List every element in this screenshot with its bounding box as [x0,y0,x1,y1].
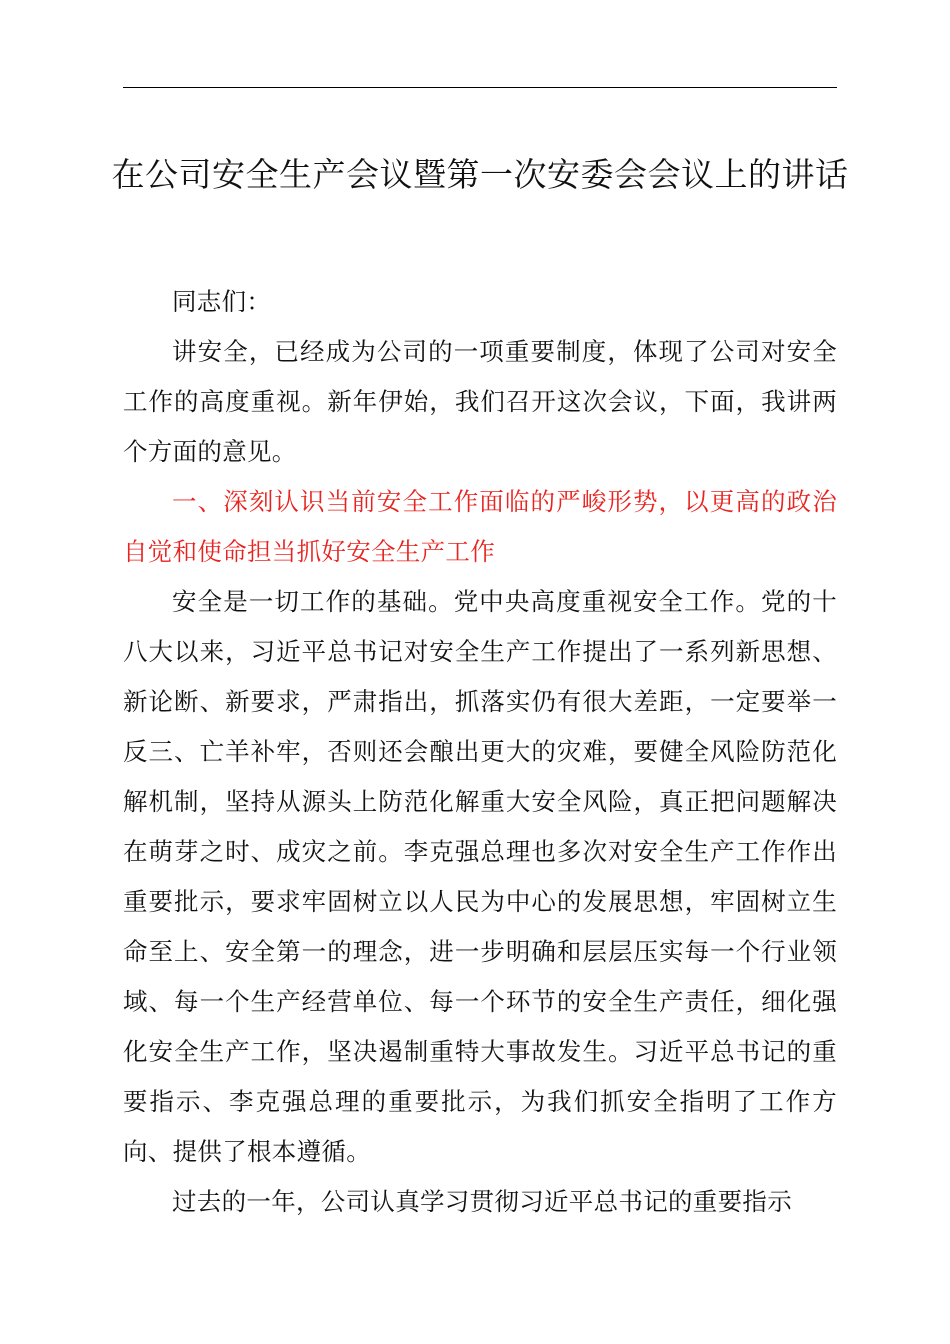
section-paragraph-2: 过去的一年，公司认真学习贯彻习近平总书记的重要指示 [172,1187,792,1216]
section-paragraph-1: 安全是一切工作的基础。党中央高度重视安全工作。党的十八大以来，习近平总书记对安全生产工作提出了一系列新思想、新论断、新要求，严肃指出，抓落实仍有很大差距，一定要举一反三、亡羊补牢，否则还会酿出更大的灾难，要健全风险防范化解机制，坚持从源头上防范化解重大安全风险，真正把问题解决在萌芽之时、成灾之前。李克强总理也多次对安全生产工作作出重要批示，要求牢固树立以人民为中心的发展思想，牢固树立生命至上、安全第一的理念，进一步明确和层层压实每一个行业领域、每一个生产经营单位、每一个环节的安全生产责任，细化强化安全生产工作，坚决遏制重特大事故发生。习近平总书记的重要指示、李克强总理的重要批示，为我们抓安全指明了工作方向、提供了根本遵循。 [123,587,837,1166]
document-title: 在公司安全生产会议暨第一次安委会会议上的讲话 [111,155,849,194]
section-heading: 一、深刻认识当前安全工作面临的严峻形势，以更高的政治自觉和使命担当抓好安全生产工作 [123,487,837,566]
salutation: 同志们： [172,287,272,316]
document-body [123,277,837,1227]
intro-paragraph: 讲安全，已经成为公司的一项重要制度，体现了公司对安全工作的高度重视。新年伊始，我们召开这次会议，下面，我讲两个方面的意见。 [123,337,837,466]
header-rule [123,87,837,88]
